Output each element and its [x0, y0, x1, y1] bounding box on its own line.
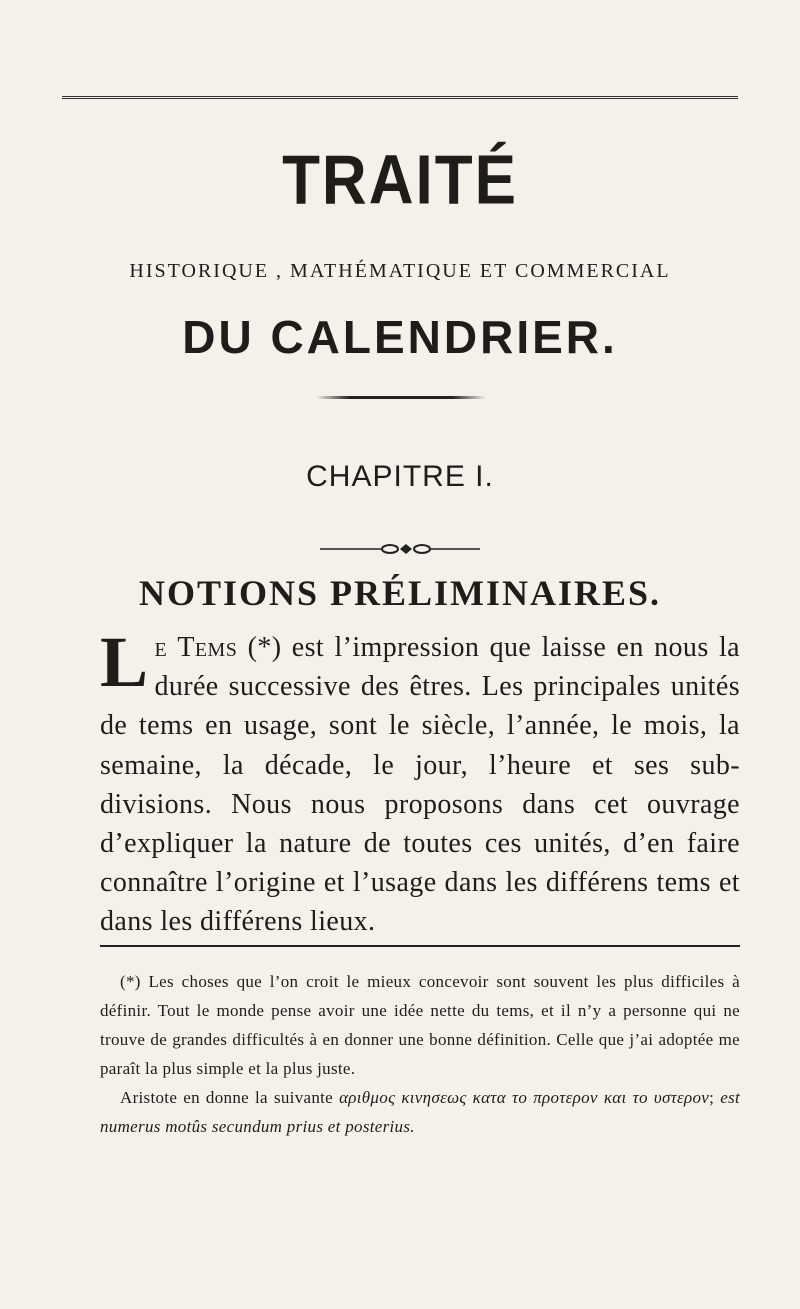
subject-heading: DU CALENDRIER.	[182, 311, 618, 363]
drop-cap: L	[100, 622, 149, 702]
footnote-paragraph-1: (*) Les choses que l’on croit le mieux concevoir sont souvent les plus difficiles à définir. Tout le monde pense avoir une idée nette du tems, et il n’y a personne qui ne trouve de grandes difficultés à en donner une bonne définition. Celle que j’ai adoptée me paraît la plus simple et la plus juste.	[100, 972, 740, 1078]
body-paragraph	[100, 622, 740, 942]
subtitle: HISTORIQUE , MATHÉMATIQUE ET COMMERCIAL	[129, 260, 671, 282]
top-double-rule	[62, 96, 738, 99]
page-title: TRAITÉ	[282, 141, 518, 220]
section-heading: NOTIONS PRÉLIMINAIRES.	[138, 573, 662, 613]
lead-smallcaps: e	[154, 632, 168, 663]
chapter-heading: CHAPITRE I.	[306, 460, 494, 493]
ornament-divider-icon	[320, 542, 480, 556]
tems-label: Tems	[177, 632, 238, 663]
footnote-intro: Aristote en donne la suivante	[120, 1088, 340, 1107]
footnote-paragraph-2	[100, 1083, 740, 1141]
footnote	[100, 967, 740, 1141]
decorative-rule	[316, 396, 486, 399]
body-text: (*) est l’impression que laisse en nous la durée successive des êtres. Les principales unités de tems en usage, sont le siècle, l’année, le mois, la semaine, la décade, le jour, l’heure et ses sub-divisions. Nous nous proposons dans cet ouvrage d’expliquer la nature de toutes ces unités, d’en faire connaître l’origine et l’usage dans les différens tems et dans les différens lieux.	[100, 632, 740, 938]
greek-quote: αριθμος κινησεως κατα το προτερον και το υστερον	[339, 1088, 710, 1107]
quote-separator: ;	[709, 1088, 721, 1107]
footnote-rule	[100, 945, 740, 947]
latin-quote: est numerus motûs secundum prius et posterius.	[100, 1088, 741, 1136]
